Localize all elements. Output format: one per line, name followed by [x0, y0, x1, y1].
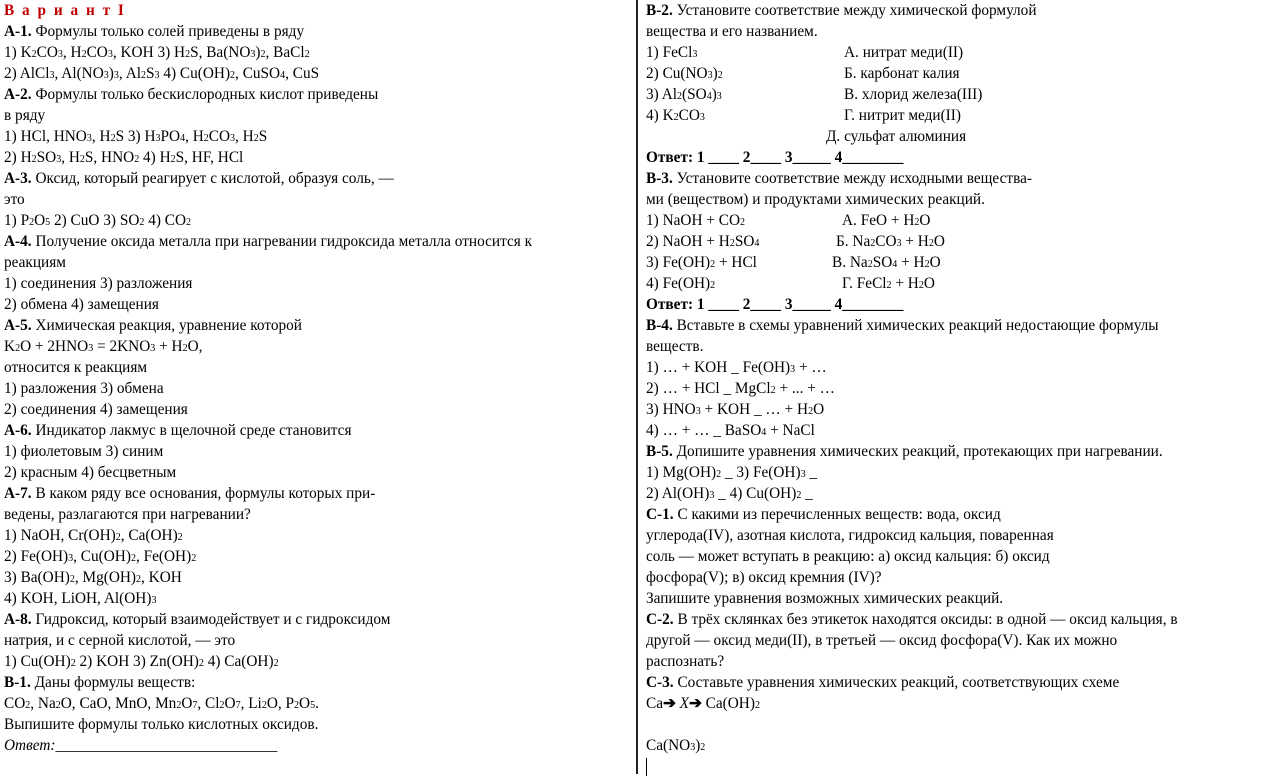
question-b1: В-1. Даны формулы веществ: [4, 674, 196, 691]
question-text: относится к реакциям [4, 359, 148, 376]
question-text: ведены, разлагаются при нагревании? [4, 506, 251, 523]
answer-option: 1) NaOH, Cr(OH)2, Ca(OH)2 [4, 527, 183, 544]
question-a2: А-2. Формулы только бескислородных кислот приведены [4, 86, 379, 103]
answer-option: 2) красным 4) бесцветным [4, 464, 177, 481]
question-c2: С-2. В трёх склянках без этикеток находятся оксиды: в одной — оксид кальция, в [646, 611, 1178, 628]
match-row: 3) Fe(OH)2 + HCl В. Na2SO4 + H2O [646, 254, 941, 271]
question-b3: В-3. Установите соответствие между исходными вещества- [646, 170, 1032, 187]
question-text: Выпишите формулы только кислотных оксидов. [4, 716, 319, 733]
equation: 2) Al(OH)3 _ 4) Cu(OH)2 _ [646, 485, 813, 502]
question-a7: А-7. В каком ряду все основания, формулы которых при- [4, 485, 376, 502]
answer-option: 2) AlCl3, Al(NO3)3, Al2S3 4) Cu(OH)2, CuSO4, CuS [4, 65, 320, 82]
answer-option: 1) HCl, HNO3, H2S 3) H3PO4, H2CO3, H2S [4, 128, 268, 145]
column-divider [636, 0, 638, 774]
answer-option: 1) разложения 3) обмена [4, 380, 164, 397]
match-row: 1) FeCl3 А. нитрат меди(II) [646, 44, 964, 61]
equation: 1) … + KOH _ Fe(OH)3 + … [646, 359, 827, 376]
answer-option: 4) KOH, LiOH, Al(OH)3 [4, 590, 157, 607]
match-row: 4) K2CO3 Г. нитрит меди(II) [646, 107, 961, 124]
equation: 3) HNO3 + KOH _ … + H2O [646, 401, 825, 418]
equation: 4) … + … _ BaSO4 + NaCl [646, 422, 815, 439]
question-text: другой — оксид меди(II), в третьей — оксид фосфора(V). Как их можно [646, 632, 1118, 649]
answer-option: 2) H2SO3, H2S, HNO2 4) H2S, HF, HCl [4, 149, 244, 166]
answer-line[interactable]: Ответ: 1 ____ 2____ 3_____ 4________ [646, 149, 904, 166]
equation: 2) … + HCl _ MgCl2 + ... + … [646, 380, 835, 397]
question-text: соль — может вступать в реакцию: а) оксид кальция: б) оксид [646, 548, 1050, 565]
right-column [646, 0, 1258, 777]
match-row: 2) NaOH + H2SO4 Б. Na2CO3 + H2O [646, 233, 945, 250]
question-a5: А-5. Химическая реакция, уравнение которой [4, 317, 302, 334]
scheme: Ca(NO3)2 [646, 737, 706, 754]
answer-option: 2) Fe(OH)3, Cu(OH)2, Fe(OH)2 [4, 548, 197, 565]
match-row: Д. сульфат алюминия [826, 128, 967, 145]
question-b4: В-4. Вставьте в схемы уравнений химических реакций недостающие формулы [646, 317, 1159, 334]
question-text: углерода(IV), азотная кислота, гидроксид кальция, поваренная [646, 527, 1054, 544]
question-a8: А-8. Гидроксид, который взаимодействует и с гидроксидом [4, 611, 391, 628]
match-row: 1) NaOH + CO2 А. FeO + H2O [646, 212, 931, 229]
answer-field[interactable]: Ответ:_____________________________ [4, 737, 278, 754]
question-text: в ряду [4, 107, 46, 124]
answer-option: 2) обмена 4) замещения [4, 296, 159, 313]
answer-option: 1) соединения 3) разложения [4, 275, 193, 292]
blank-line [646, 714, 1258, 735]
match-row: 2) Cu(NO3)2 Б. карбонат калия [646, 65, 960, 82]
answer-option: 1) K2CO3, H2CO3, KOH 3) H2S, Ba(NO3)2, BaCl2 [4, 44, 310, 61]
question-c3: С-3. Составьте уравнения химических реакций, соответствующих схеме [646, 674, 1120, 691]
question-a6: А-6. Индикатор лакмус в щелочной среде становится [4, 422, 352, 439]
question-text: веществ. [646, 338, 704, 355]
question-b2: В-2. Установите соответствие между химической формулой [646, 2, 1037, 19]
equation: K2O + 2HNO3 = 2KNO3 + H2O, [4, 338, 203, 355]
question-c1: С-1. С какими из перечисленных веществ: вода, оксид [646, 506, 1001, 523]
question-text: вещества и его названием. [646, 23, 818, 40]
question-text: распознать? [646, 653, 725, 670]
variant-title: В а р и а н т I [4, 2, 126, 19]
answer-line[interactable]: Ответ: 1 ____ 2____ 3_____ 4________ [646, 296, 904, 313]
answer-option: 2) соединения 4) замещения [4, 401, 188, 418]
match-row: 4) Fe(OH)2 Г. FeCl2 + H2O [646, 275, 935, 292]
formula-list: CO2, Na2O, CaO, MnO, Mn2O7, Cl2O7, Li2O, P2O5. [4, 695, 319, 712]
answer-option: 3) Ba(OH)2, Mg(OH)2, KOH [4, 569, 182, 586]
question-text: Запишите уравнения возможных химических реакций. [646, 590, 1004, 607]
answer-option: 1) фиолетовым 3) синим [4, 443, 164, 460]
equation: 1) Mg(OH)2 _ 3) Fe(OH)3 _ [646, 464, 818, 481]
question-text: фосфора(V); в) оксид кремния (IV)? [646, 569, 882, 586]
question-a1: А-1. Формулы только солей приведены в ряду [4, 23, 305, 40]
answer-option: 1) P2O5 2) CuO 3) SO2 4) CO2 [4, 212, 192, 229]
scheme: Ca➔ X➔ Ca(OH)2 [646, 695, 760, 712]
question-text: реакциям [4, 254, 66, 271]
left-column [4, 0, 632, 756]
question-text: натрия, и с серной кислотой, — это [4, 632, 236, 649]
match-row: 3) Al2(SO4)3 В. хлорид железа(III) [646, 86, 983, 103]
answer-option: 1) Cu(OH)2 2) KOH 3) Zn(OH)2 4) Ca(OH)2 [4, 653, 279, 670]
question-b5: В-5. Допишите уравнения химических реакций, протекающих при нагревании. [646, 443, 1163, 460]
question-a4: А-4. Получение оксида металла при нагревании гидроксида металла относится к [4, 233, 533, 250]
question-a3: А-3. Оксид, который реагирует с кислотой, образуя соль, — [4, 170, 394, 187]
question-text: ми (веществом) и продуктами химических реакций. [646, 191, 985, 208]
question-text: это [4, 191, 25, 208]
